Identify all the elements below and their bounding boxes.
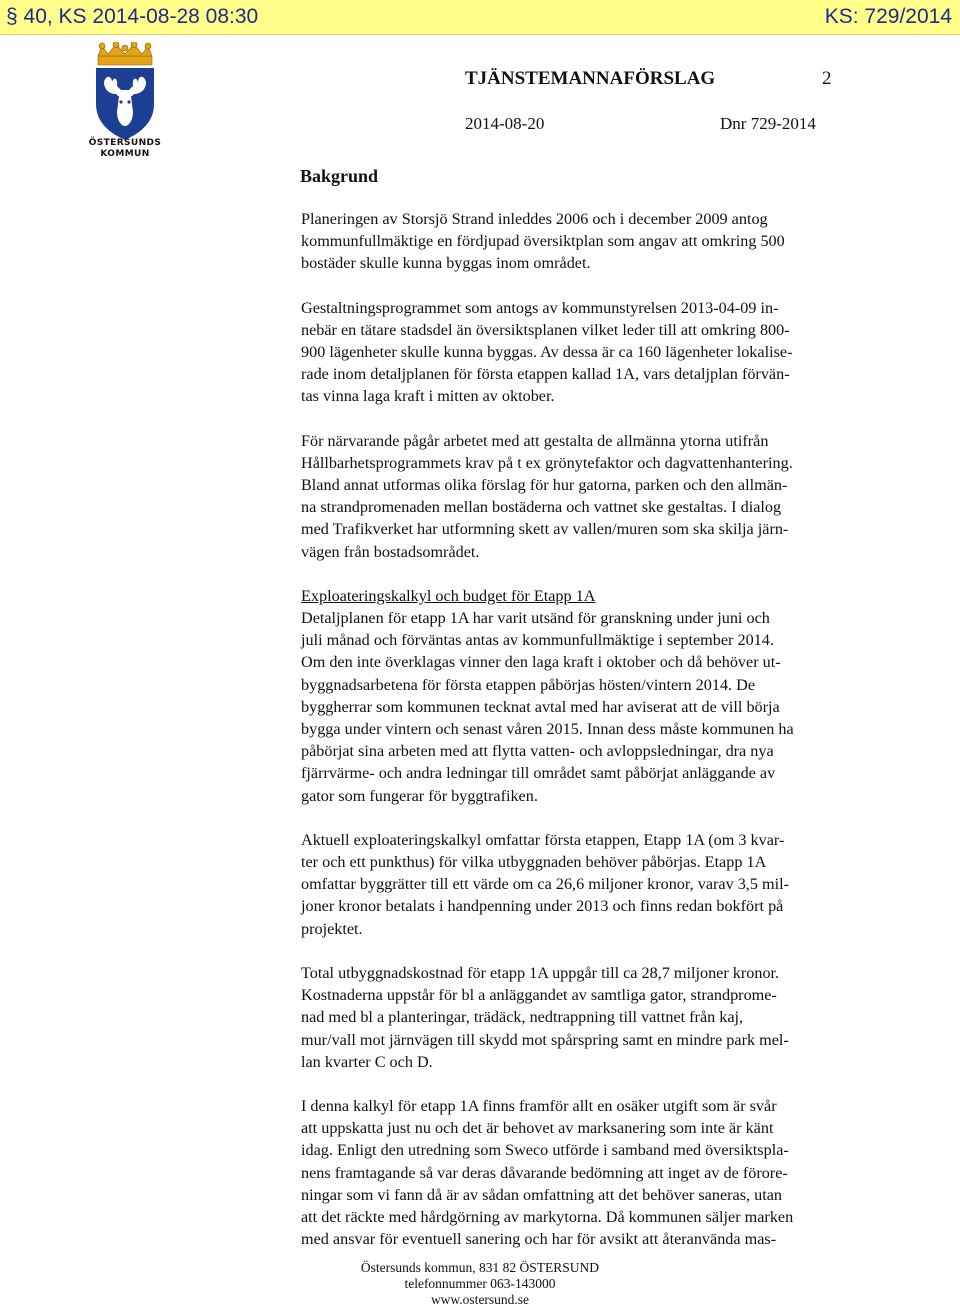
text-line: lan kvarter C och D.: [301, 1052, 433, 1071]
text-line: rade inom detaljplanen för första etappen kallad 1A, vars detaljplan förvän-: [301, 365, 790, 384]
text-line: omfattar byggrätter till ett värde om ca 26,6 miljoner kronor, varav 3,5 mil-: [301, 875, 789, 894]
footer-website: www.ostersund.se: [430, 1292, 530, 1307]
text-line: projektet.: [301, 919, 363, 938]
text-line: gator som fungerar för byggtrafiken.: [301, 786, 538, 805]
text-line: ter och ett punkthus) för vilka utbyggnaden behöver påbörjas. Etapp 1A: [301, 853, 767, 872]
text-line: idag. Enligt den utredning som Sweco utförde i samband med översiktspla-: [301, 1141, 789, 1160]
page-banner: [0, 0, 960, 35]
logo-text-line2: KOMMUN: [100, 149, 150, 159]
text-line: Om den inte överklagas vinner den laga kraft i oktober och då behöver ut-: [301, 653, 781, 672]
text-line: byggherrar som kommunen tecknat avtal med har aviserat att de vill börja: [301, 697, 780, 716]
text-line: att uppskatta just nu och det är behovet av marksanering som inte är känt: [301, 1119, 774, 1138]
footer-address: Östersunds kommun, 831 82 ÖSTERSUND: [360, 1260, 600, 1275]
text-line: Detaljplanen för etapp 1A har varit utsänd för granskning under juni och: [301, 609, 770, 628]
text-line: juli månad och förväntas antas av kommunfullmäktige i september 2014.: [301, 631, 774, 650]
document-title: TJÄNSTEMANNAFÖRSLAG: [465, 68, 716, 89]
text-line: joner kronor betalats i handpenning under 2013 och finns redan bokfört på: [301, 897, 784, 916]
document-date: 2014-08-20: [465, 114, 545, 133]
text-line: bygga under vintern och senast våren 2015. Innan dess måste kommunen ha: [301, 720, 794, 739]
text-line: Hållbarhetsprogrammets krav på t ex grönytefaktor och dagvattenhantering.: [301, 453, 793, 472]
document-reference-number: Dnr 729-2014: [720, 114, 816, 133]
text-line: byggnadsarbetena för första etappen påbörjas hösten/vintern 2014. De: [301, 675, 756, 694]
text-line: 900 lägenheter skulle kunna byggas. Av dessa är ca 160 lägenheter lokalise-: [301, 343, 793, 362]
text-line: med ansvar för eventuell sanering och har för avsikt att återanvända mas-: [301, 1230, 777, 1249]
text-line: Aktuell exploateringskalkyl omfattar första etappen, Etapp 1A (om 3 kvar-: [301, 830, 785, 849]
text-line: nebär en tätare stadsdel än översiktsplanen vilket leder till att omkring 800-: [301, 320, 790, 339]
coat-of-arms-icon: [90, 42, 160, 142]
page-number: 2: [822, 68, 832, 89]
subsection-heading: Exploateringskalkyl och budget för Etapp 1A: [301, 586, 596, 605]
paragraph: [301, 829, 893, 940]
footer-phone: telefonnummer 063-143000: [404, 1276, 556, 1291]
text-line: nad med bl a planteringar, trädäck, nedtrappning till vattnet från kaj,: [301, 1008, 744, 1027]
text-line: påbörjat sina arbeten med att flytta vatten- och avloppsledningar, dra nya: [301, 742, 774, 761]
text-line: mur/vall mot järnvägen till skydd mot spårspring samt en mindre park mel-: [301, 1030, 789, 1049]
text-line: fjärrvärme- och andra ledningar till området samt påbörjat anläggande av: [301, 764, 776, 783]
text-line: kommunfullmäktige en fördjupad översiktplan som angav att omkring 500: [301, 232, 785, 251]
text-line: na strandpromenaden mellan bostäderna och vattnet ske gestaltas. I dialog: [301, 498, 782, 517]
paragraph: [301, 962, 893, 1073]
document-body: [301, 208, 893, 1272]
text-line: bostäder skulle kunna byggas inom området.: [301, 254, 591, 273]
paragraph: [301, 297, 893, 408]
text-line: I denna kalkyl för etapp 1A finns framför allt en osäker utgift som är svår: [301, 1096, 777, 1115]
paragraph: [301, 1095, 893, 1250]
text-line: Kostnaderna uppstår för bl a anläggandet av samtliga gator, strandprome-: [301, 986, 777, 1005]
text-line: För närvarande pågår arbetet med att gestalta de allmänna ytorna utifrån: [301, 431, 769, 450]
text-line: att det räckte med hårdgörning av markytorna. Då kommunen säljer marken: [301, 1207, 794, 1226]
logo-text-line1: ÖSTERSUNDS: [88, 138, 162, 148]
paragraph: [301, 585, 893, 807]
page-footer: [340, 1260, 620, 1308]
paragraph: [301, 208, 893, 275]
paragraph: [301, 430, 893, 563]
text-line: ningar som vi fann då är av sådan omfattning att det behöver saneras, utan: [301, 1185, 782, 1204]
text-line: vägen från bostadsområdet.: [301, 542, 480, 561]
text-line: nens framtagande så var deras dåvarande bedömning att inget av de förore-: [301, 1163, 788, 1182]
banner-meeting-ref: § 40, KS 2014-08-28 08:30: [6, 5, 259, 28]
text-line: Bland annat utformas olika förslag för hur gatorna, parken och den allmän-: [301, 476, 788, 495]
text-line: tas vinna laga kraft i mitten av oktober.: [301, 387, 555, 406]
banner-case-number: KS: 729/2014: [824, 5, 952, 28]
text-line: Planeringen av Storsjö Strand inleddes 2006 och i december 2009 antog: [301, 210, 768, 228]
section-heading: Bakgrund: [300, 166, 379, 186]
text-line: Total utbyggnadskostnad för etapp 1A uppgår till ca 28,7 miljoner kronor.: [301, 963, 780, 982]
text-line: med Trafikverket har utformning skett av vallen/muren som ska skilja järn-: [301, 520, 789, 539]
text-line: Gestaltningsprogrammet som antogs av kommunstyrelsen 2013-04-09 in-: [301, 298, 779, 317]
